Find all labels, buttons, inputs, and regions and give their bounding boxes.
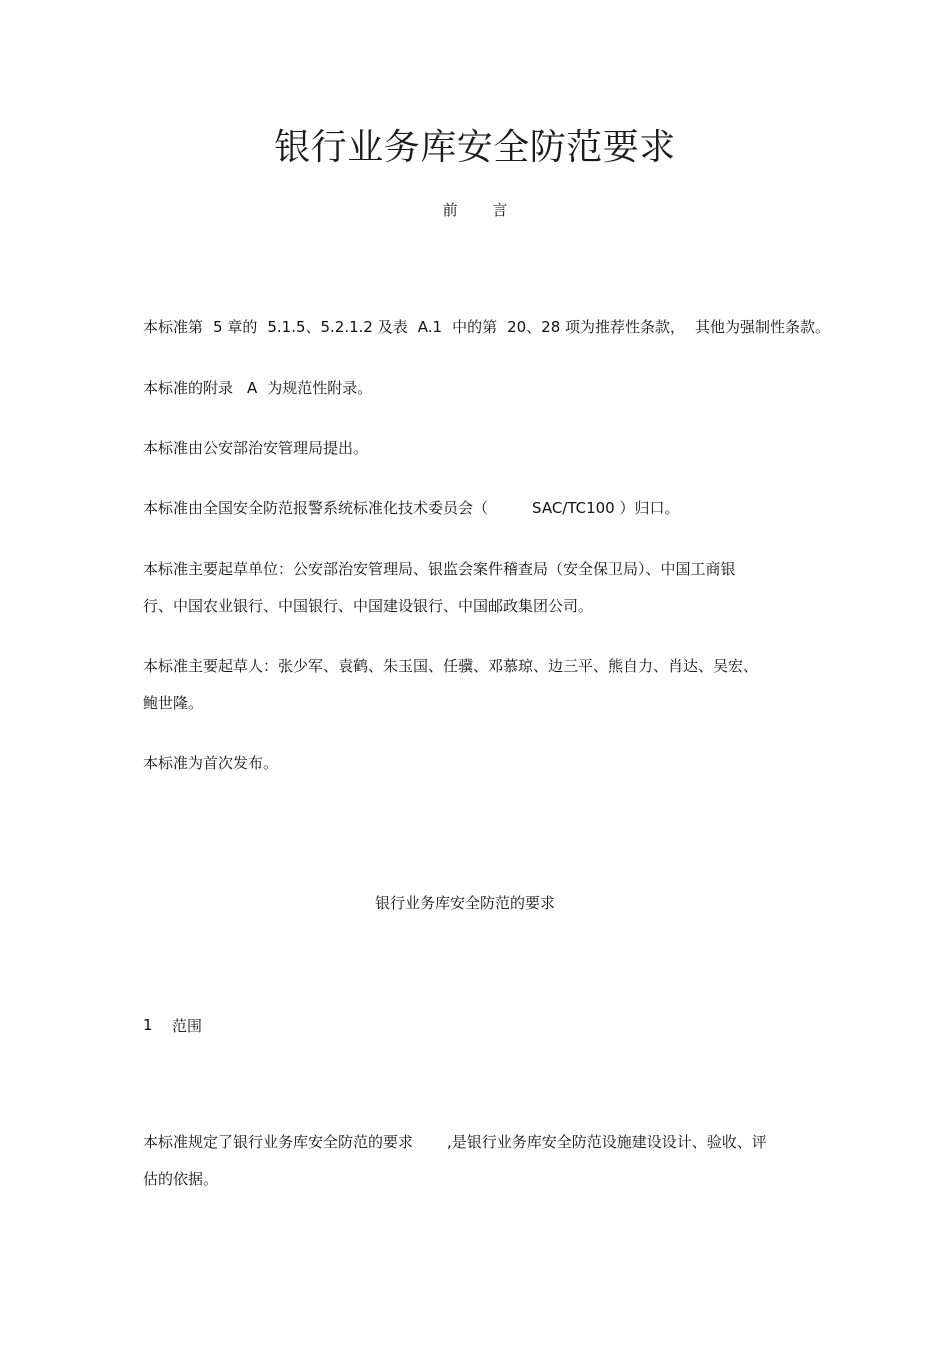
p1-text-g: 其他为强制性条款。: [695, 318, 831, 336]
p4-text-b: SAC/TC100 ）归口。: [532, 499, 680, 517]
p1-text-d: A.1: [417, 318, 443, 336]
paragraph-first-release: 本标准为首次发布。: [143, 754, 279, 772]
paragraph-drafters-line2: 鲍世隆。: [143, 694, 204, 712]
document-title: 银行业务库安全防范要求: [274, 127, 676, 168]
p2-text-b: A: [247, 379, 258, 397]
p2-text-a: 本标准的附录: [143, 379, 234, 397]
paragraph-drafters-line1: 本标准主要起草人：张少军、袁鹤、朱玉国、任骥、邓慕琼、边三平、熊自力、肖达、吴宏、: [143, 657, 759, 675]
p1-text-a: 本标准第: [143, 318, 204, 336]
preface-heading: 前 言: [442, 201, 508, 219]
p1-text-f: 20、28 项为推荐性条款，: [507, 318, 686, 336]
section-number: 1: [143, 1016, 153, 1034]
p8-text-b: ,是银行业务库安全防范设施建设设计、验收、评: [447, 1133, 767, 1151]
paragraph-recommended-clauses: [143, 316, 830, 338]
document-subtitle: 银行业务库安全防范的要求: [374, 894, 555, 912]
p1-text-b: 5 章的: [213, 318, 258, 336]
paragraph-managed-by: [143, 497, 680, 519]
paragraph-scope-line1: [143, 1131, 767, 1153]
paragraph-appendix: [143, 377, 372, 399]
paragraph-proposed-by: 本标准由公安部治安管理局提出。: [143, 439, 369, 457]
section-title: 范围: [172, 1017, 203, 1035]
p2-text-c: 为规范性附录。: [267, 379, 373, 397]
p1-text-e: 中的第: [452, 318, 498, 336]
p8-text-a: 本标准规定了银行业务库安全防范的要求: [143, 1133, 414, 1151]
paragraph-scope-line2: 估的依据。: [143, 1170, 219, 1188]
p4-text-a: 本标准由全国安全防范报警系统标准化技术委员会（: [143, 499, 489, 517]
p1-text-c: 5.1.5、5.2.1.2 及表: [267, 318, 408, 336]
paragraph-drafting-units-line2: 行、中国农业银行、中国银行、中国建设银行、中国邮政集团公司。: [143, 597, 594, 615]
paragraph-drafting-units-line1: 本标准主要起草单位：公安部治安管理局、银监会案件稽查局（安全保卫局）、中国工商银: [143, 560, 736, 578]
